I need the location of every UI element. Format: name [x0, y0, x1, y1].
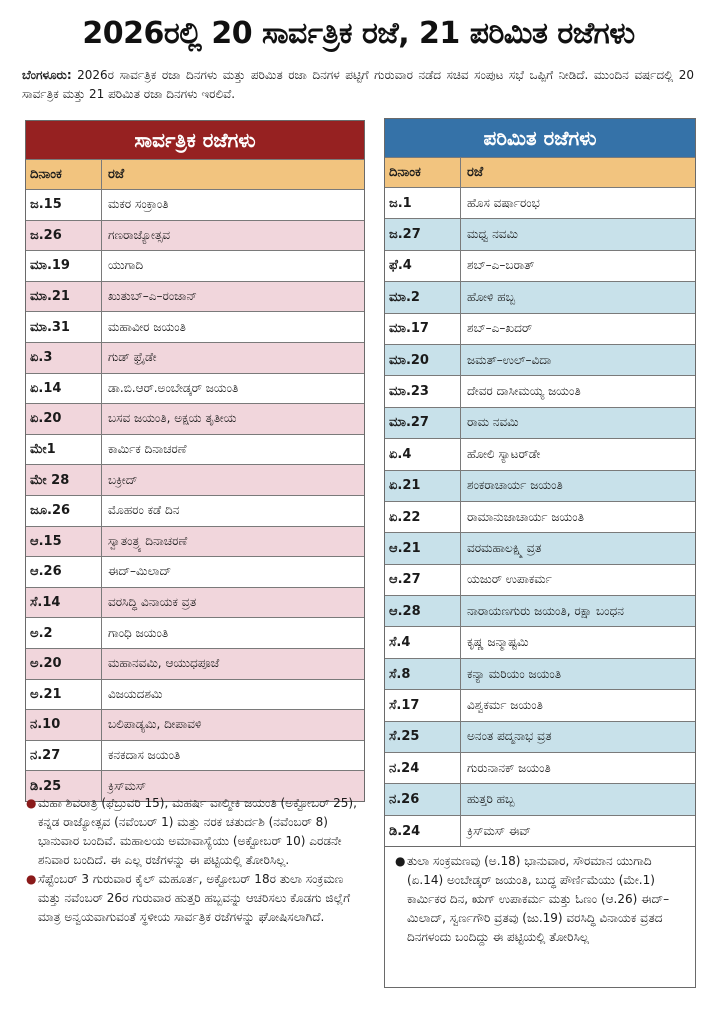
holiday-date: ಜ.15	[26, 190, 102, 220]
holiday-date: ಸೆ.17	[385, 690, 461, 720]
table-row	[26, 679, 364, 710]
table-row	[385, 470, 695, 501]
column-holiday-label: ರಜೆ	[108, 167, 125, 182]
holiday-name: ಖುತುಬ್–ಎ–ರಂಜಾನ್	[108, 289, 198, 304]
holiday-date: ಅ.2	[26, 618, 102, 648]
holiday-name: ಮೊಹರಂ ಕಡೆ ದಿನ	[108, 503, 180, 518]
table-row	[26, 403, 364, 434]
bullet-icon: ●	[395, 854, 406, 868]
restricted-holidays-table	[384, 118, 696, 847]
holiday-date: ಮೇ 28	[26, 465, 102, 495]
holiday-name: ಹುತ್ತರಿ ಹಬ್ಬ	[467, 792, 515, 807]
table-row	[26, 373, 364, 404]
holiday-name: ವಿಶ್ವಕರ್ಮ ಜಯಂತಿ	[467, 697, 543, 712]
table-row	[385, 313, 695, 344]
holiday-date: ಫೆ.4	[385, 251, 461, 281]
holiday-name: ಮಹಾವೀರ ಜಯಂತಿ	[108, 319, 186, 334]
holiday-name: ಗುರುನಾನಕ್ ಜಯಂತಿ	[467, 760, 551, 775]
holiday-date: ಸೆ.14	[26, 588, 102, 618]
table-row	[26, 709, 364, 740]
holiday-name: ಮಧ್ವ ನವಮಿ	[467, 227, 518, 242]
intro-text: 2026ರ ಸಾರ್ವತ್ರಿಕ ರಜಾ ದಿನಗಳು ಮತ್ತು ಪರಿಮಿತ ರಜಾ ದಿನಗಳ ಪಟ್ಟಿಗೆ ಗುರುವಾರ ನಡೆದ ಸಚಿವ ಸಂಪುಟ ಸಭೆ ಒಪ್ಪಿಗೆ ನೀಡಿದೆ. ಮುಂದಿನ ವರ್ಷದಲ್ಲಿ 20 ಸಾರ್ವತ್ರಿಕ ಮತ್ತು 21 ಪರಿಮಿತ ರಜಾ ದಿನಗಳು ಇರಲಿವೆ.	[22, 68, 694, 101]
table-row	[26, 526, 364, 557]
table-row	[385, 595, 695, 626]
holiday-name: ಈದ್–ಮಿಲಾದ್	[108, 564, 172, 579]
table-row	[26, 740, 364, 771]
holiday-date: ಮಾ.2	[385, 282, 461, 312]
holiday-date: ನ.10	[26, 710, 102, 740]
general-holidays-title: ಸಾರ್ವತ್ರಿಕ ರಜೆಗಳು	[26, 121, 364, 159]
table-row	[385, 689, 695, 720]
holiday-date: ನ.24	[385, 753, 461, 783]
table-row	[385, 783, 695, 814]
holiday-name: ವರಮಹಾಲಕ್ಷ್ಮಿ ವ್ರತ	[467, 540, 542, 555]
holiday-name: ನಾರಾಯಣಗುರು ಜಯಂತಿ, ರಕ್ಷಾ ಬಂಧನ	[467, 603, 624, 618]
holiday-name: ಮಕರ ಸಂಕ್ರಾಂತಿ	[108, 197, 169, 212]
holiday-date: ಜ.1	[385, 188, 461, 218]
holiday-name: ಕಾರ್ಮಿಕ ದಿನಾಚರಣೆ	[108, 442, 187, 457]
holiday-date: ಏ.4	[385, 439, 461, 469]
table-row	[385, 564, 695, 595]
holiday-date: ಸೆ.4	[385, 627, 461, 657]
table-row	[26, 220, 364, 251]
holiday-name: ದೇವರ ದಾಸೀಮಯ್ಯ ಜಯಂತಿ	[467, 384, 581, 399]
footnote	[24, 794, 366, 870]
holiday-date: ಅ.20	[26, 649, 102, 679]
table-row	[385, 438, 695, 469]
table-column-header	[26, 159, 364, 189]
table-row	[385, 752, 695, 783]
holiday-date: ಮಾ.21	[26, 282, 102, 312]
holiday-name: ಬಲಿಪಾಡ್ಯಮಿ, ದೀಪಾವಳಿ	[108, 717, 202, 732]
table-row	[26, 189, 364, 220]
holiday-date: ಏ.20	[26, 404, 102, 434]
holiday-name: ಹೋಳಿ ಹಬ್ಬ	[467, 289, 516, 304]
table-row	[385, 532, 695, 563]
table-row	[385, 721, 695, 752]
holiday-name: ರಾಮ ನವಮಿ	[467, 415, 519, 430]
table-row	[385, 187, 695, 218]
footnote-text: ತುಲಾ ಸಂಕ್ರಮಣವು (ಅ.18) ಭಾನುವಾರ, ಸೌರಮಾನ ಯುಗಾದಿ (ಏ.14) ಅಂಬೇಡ್ಕರ್ ಜಯಂತಿ, ಬುದ್ಧ ಪೌರ್ಣಿಮೆಯು (ಮೇ.1) ಕಾರ್ಮಿಕರ ದಿನ, ಋಗ್ ಉಪಾಕರ್ಮ ಮತ್ತು ಓಣಂ (ಆ.26) ಈದ್–ಮಿಲಾದ್, ಸ್ವರ್ಣಗೌರಿ ವ್ರತವು (ಜು.19) ವರಸಿದ್ಧಿ ವಿನಾಯಕ ವ್ರತದ ದಿನಗಳಂದು ಬಂದಿದ್ದು ಈ ಪಟ್ಟಿಯಲ್ಲಿ ತೋರಿಸಿಲ್ಲ	[407, 854, 670, 944]
table-row	[26, 556, 364, 587]
holiday-date: ಆ.21	[385, 533, 461, 563]
table-row	[26, 281, 364, 312]
holiday-date: ಮಾ.23	[385, 376, 461, 406]
holiday-name: ಕನಕದಾಸ ಜಯಂತಿ	[108, 747, 181, 762]
holiday-date: ಆ.27	[385, 565, 461, 595]
holiday-date: ಆ.26	[26, 557, 102, 587]
holiday-date: ಜ.27	[385, 219, 461, 249]
holiday-date: ಮಾ.20	[385, 345, 461, 375]
holiday-name: ಗುಡ್ ಫ್ರೈಡೇ	[108, 350, 157, 365]
holiday-name: ಸ್ವಾತಂತ್ರ್ಯ ದಿನಾಚರಣೆ	[108, 533, 188, 548]
table-row	[385, 501, 695, 532]
holiday-name: ಹೋಲಿ ಸ್ಯಾಟರ್‌ಡೇ	[467, 446, 541, 461]
holiday-date: ಏ.14	[26, 374, 102, 404]
holiday-date: ನ.27	[26, 741, 102, 771]
table-row	[385, 407, 695, 438]
table-row	[26, 464, 364, 495]
table-row	[26, 311, 364, 342]
general-rows	[26, 189, 364, 801]
holiday-date: ಮಾ.31	[26, 312, 102, 342]
headline: 2026ರಲ್ಲಿ 20 ಸಾರ್ವತ್ರಿಕ ರಜೆ, 21 ಪರಿಮಿತ ರಜೆಗಳು	[82, 16, 635, 51]
holiday-name: ಶಬ್–ಎ–ಖದರ್	[467, 321, 533, 336]
table-row	[385, 218, 695, 249]
holiday-name: ಜಮತ್–ಉಲ್–ವಿದಾ	[467, 352, 552, 367]
holiday-name: ಗಣರಾಜ್ಯೋತ್ಸವ	[108, 227, 171, 242]
table-row	[385, 281, 695, 312]
bullet-icon: ●	[26, 796, 37, 810]
table-row	[26, 495, 364, 526]
footnote-text: ಸೆಪ್ಟೆಂಬರ್ 3 ಗುರುವಾರ ಕೈಲ್ ಮಹೂರ್ತ, ಅಕ್ಟೋಬರ್ 18ರ ತುಲಾ ಸಂಕ್ರಮಣ ಮತ್ತು ನವೆಂಬರ್ 26ರ ಗುರುವಾರ ಹುತ್ತರಿ ಹಬ್ಬವನ್ನು ಆಚರಿಸಲು ಕೊಡಗು ಜಿಲ್ಲೆಗೆ ಮಾತ್ರ ಅನ್ವಯವಾಗುವಂತೆ ಸ್ಥಳೀಯ ಸಾರ್ವತ್ರಿಕ ರಜೆಗಳನ್ನು ಘೋಷಿಸಲಾಗಿದೆ.	[38, 872, 351, 924]
holiday-date: ಮಾ.17	[385, 314, 461, 344]
column-date-label: ದಿನಾಂಕ	[385, 158, 461, 187]
holiday-name: ರಾಮಾನುಜಾಚಾರ್ಯ ಜಯಂತಿ	[467, 509, 584, 524]
restricted-rows	[385, 187, 695, 846]
table-row	[26, 342, 364, 373]
holiday-name: ವರಸಿದ್ಧಿ ವಿನಾಯಕ ವ್ರತ	[108, 595, 197, 610]
holiday-date: ಸೆ.25	[385, 722, 461, 752]
holiday-name: ಬಕ್ರೀದ್	[108, 472, 138, 487]
holiday-name: ಶಂಕರಾಚಾರ್ಯ ಜಯಂತಿ	[467, 478, 563, 493]
holiday-date: ಅ.21	[26, 680, 102, 710]
holiday-name: ಕ್ರಿಸ್‌ಮಸ್	[108, 778, 147, 793]
holiday-name: ಅನಂತ ಪದ್ಮನಾಭ ವ್ರತ	[467, 729, 552, 744]
holiday-date: ಏ.3	[26, 343, 102, 373]
table-row	[385, 815, 695, 846]
holiday-date: ಜ.26	[26, 221, 102, 251]
holiday-date: ಆ.15	[26, 527, 102, 557]
holiday-date: ಏ.21	[385, 471, 461, 501]
table-row	[26, 648, 364, 679]
table-row	[26, 617, 364, 648]
holiday-date: ಡಿ.24	[385, 816, 461, 846]
table-column-header	[385, 157, 695, 187]
table-row	[385, 344, 695, 375]
holiday-name: ವಿಜಯದಶಮಿ	[108, 686, 163, 701]
footnote-text: ಮಹಾ ಶಿವರಾತ್ರಿ (ಫೆಬ್ರುವರಿ 15), ಮಹರ್ಷಿ ವಾಲ್ಮೀಕಿ ಜಯಂತಿ (ಅಕ್ಟೋಬರ್ 25), ಕನ್ನಡ ರಾಜ್ಯೋತ್ಸವ (ನವೆಂಬರ್ 1) ಮತ್ತು ನರಕ ಚತುರ್ದಶಿ (ನವೆಂಬರ್ 8) ಭಾನುವಾರ ಬಂದಿವೆ. ಮಹಾಲಯ ಅಮಾವಾಸ್ಯೆಯು (ಅಕ್ಟೋಬರ್ 10) ಎರಡನೇ ಶನಿವಾರ ಬಂದಿದೆ. ಈ ಎಲ್ಲ ರಜೆಗಳನ್ನು ಈ ಪಟ್ಟಿಯಲ್ಲಿ ತೋರಿಸಿಲ್ಲ.	[38, 796, 357, 867]
column-date-label: ದಿನಾಂಕ	[26, 160, 102, 189]
holiday-name: ಕೃಷ್ಣ ಜನ್ಮಾಷ್ಟಮಿ	[467, 635, 529, 650]
table-row	[385, 626, 695, 657]
holiday-date: ಸೆ.8	[385, 659, 461, 689]
restricted-holidays-title: ಪರಿಮಿತ ರಜೆಗಳು	[385, 119, 695, 157]
restricted-notes	[384, 846, 696, 988]
holiday-date: ಜೂ.26	[26, 496, 102, 526]
holiday-date: ಡಿ.25	[26, 771, 102, 801]
footnote	[24, 870, 366, 927]
holiday-name: ಡಾ.ಬಿ.ಆರ್.ಅಂಬೇಡ್ಕರ್ ಜಯಂತಿ	[108, 380, 239, 395]
table-row	[385, 250, 695, 281]
footnote	[393, 852, 687, 947]
holiday-name: ಕ್ರಿಸ್‌ಮಸ್ ಈವ್	[467, 823, 531, 838]
holiday-date: ಆ.28	[385, 596, 461, 626]
holiday-name: ಮಹಾನವಮಿ, ಆಯುಧಪೂಜೆ	[108, 656, 220, 671]
column-holiday-label: ರಜೆ	[467, 165, 484, 180]
intro-paragraph	[22, 66, 694, 104]
table-row	[26, 250, 364, 281]
dateline: ಬೆಂಗಳೂರು:	[22, 68, 72, 82]
holiday-date: ಮಾ.27	[385, 408, 461, 438]
bullet-icon: ●	[26, 872, 37, 886]
holiday-name: ಯುಗಾದಿ	[108, 258, 144, 273]
holiday-date: ಏ.22	[385, 502, 461, 532]
holiday-name: ಹೊಸ ವರ್ಷಾರಂಭ	[467, 195, 540, 210]
holiday-name: ಗಾಂಧಿ ಜಯಂತಿ	[108, 625, 169, 640]
holiday-date: ನ.26	[385, 784, 461, 814]
general-holidays-table	[25, 120, 365, 802]
general-notes	[24, 794, 366, 927]
holiday-name: ಬಸವ ಜಯಂತಿ, ಅಕ್ಷಯ ತೃತೀಯ	[108, 411, 237, 426]
holiday-name: ಶಬ್–ಎ–ಬರಾತ್	[467, 258, 535, 273]
holiday-date: ಮೇ1	[26, 435, 102, 465]
holiday-name: ಕನ್ಯಾ ಮರಿಯಂ ಜಯಂತಿ	[467, 666, 562, 681]
holiday-name: ಯಜುರ್ ಉಪಾಕರ್ಮ	[467, 572, 552, 587]
table-row	[385, 375, 695, 406]
table-row	[26, 587, 364, 618]
table-row	[385, 658, 695, 689]
table-row	[26, 434, 364, 465]
holiday-date: ಮಾ.19	[26, 251, 102, 281]
